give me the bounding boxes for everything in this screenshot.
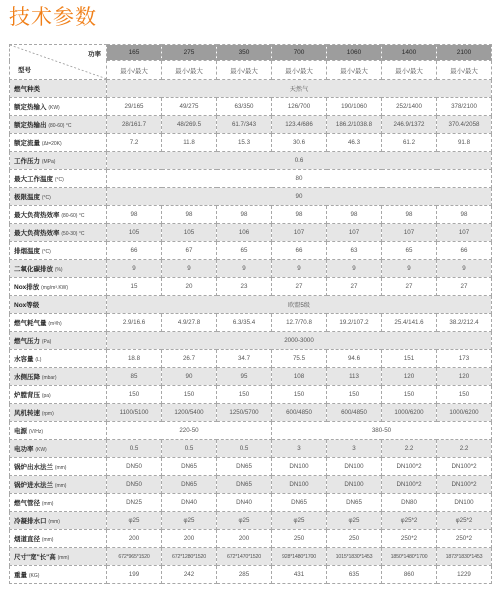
row-label (10, 566, 107, 584)
value-cell: 26.7 (162, 350, 217, 368)
model-header-row (10, 45, 492, 61)
row-label (10, 134, 107, 152)
spec-row (10, 440, 492, 458)
spec-row (10, 530, 492, 548)
value-cell: 1229 (437, 566, 492, 584)
value-cell: 9 (327, 260, 382, 278)
row-label (10, 242, 107, 260)
minmax-cell: 最小/最大 (437, 61, 492, 80)
spec-row (10, 476, 492, 494)
parameter-name: 燃气种类 (14, 86, 40, 93)
parameter-name: 二氧化碳排放 (14, 266, 53, 273)
value-cell: 98 (272, 206, 327, 224)
value-cell-merged: 90 (107, 188, 492, 206)
model-cell: 700 (272, 45, 327, 61)
parameter-name: 电功率 (14, 446, 34, 453)
value-cell: 25.4/141.6 (382, 314, 437, 332)
value-cell: 98 (327, 206, 382, 224)
value-cell: DN100*2 (437, 476, 492, 494)
parameter-name: 燃气压力 (14, 338, 40, 345)
value-cell: 27 (382, 278, 437, 296)
value-cell: 65 (217, 242, 272, 260)
value-cell: 107 (437, 224, 492, 242)
minmax-cell: 最小/最大 (107, 61, 162, 80)
value-cell: 18.8 (107, 350, 162, 368)
row-label (10, 440, 107, 458)
power-header-label: 功率 (88, 51, 101, 58)
value-cell: 1015*1830*1453 (327, 548, 382, 566)
value-cell: 9 (437, 260, 492, 278)
value-cell: 63 (327, 242, 382, 260)
value-cell-merged: 0.6 (107, 152, 492, 170)
value-cell: 85 (107, 368, 162, 386)
value-cell: 66 (272, 242, 327, 260)
value-cell: DN100*2 (437, 458, 492, 476)
value-cell: 27 (272, 278, 327, 296)
row-label (10, 332, 107, 350)
parameter-unit: (L) (35, 357, 42, 363)
parameter-unit: (80-60) °C (61, 213, 85, 219)
model-cell: 2100 (437, 45, 492, 61)
value-cell: 46.3 (327, 134, 382, 152)
parameter-unit: (V/Hz) (28, 429, 43, 435)
parameter-unit: (mm) (41, 501, 54, 507)
model-cell: 165 (107, 45, 162, 61)
value-cell-merged: 380-50 (272, 422, 492, 440)
spec-row (10, 566, 492, 584)
value-cell: 38.2/212.4 (437, 314, 492, 332)
value-cell: 29/165 (107, 98, 162, 116)
parameter-name: 最大负荷热效率 (14, 212, 60, 219)
value-cell: 250*2 (437, 530, 492, 548)
value-cell: DN100*2 (382, 476, 437, 494)
row-label (10, 458, 107, 476)
value-cell: 3 (272, 440, 327, 458)
row-label (10, 224, 107, 242)
row-label (10, 314, 107, 332)
value-cell: 150 (107, 386, 162, 404)
value-cell: φ25*2 (382, 512, 437, 530)
value-cell: 6.3/35.4 (217, 314, 272, 332)
parameter-unit: (80-60) °C (48, 123, 72, 129)
parameter-name: 额定热输入 (14, 104, 47, 111)
spec-row (10, 188, 492, 206)
value-cell: 9 (382, 260, 437, 278)
parameter-name: 水容量 (14, 356, 34, 363)
value-cell: 150 (327, 386, 382, 404)
parameter-name: 额定热输出 (14, 122, 47, 129)
parameter-name: Nox等级 (14, 302, 40, 309)
value-cell: 3 (327, 440, 382, 458)
value-cell: 123.4/686 (272, 116, 327, 134)
parameter-name: 排烟温度 (14, 248, 40, 255)
value-cell: 285 (217, 566, 272, 584)
value-cell: 61.7/343 (217, 116, 272, 134)
value-cell: 200 (217, 530, 272, 548)
value-cell: 150 (382, 386, 437, 404)
value-cell: 190/1060 (327, 98, 382, 116)
value-cell: 0.5 (107, 440, 162, 458)
spec-row (10, 80, 492, 98)
parameter-name: 重量 (14, 572, 27, 579)
row-label (10, 476, 107, 494)
model-cell: 1400 (382, 45, 437, 61)
value-cell: 9 (272, 260, 327, 278)
parameter-unit: (MPa) (41, 159, 56, 165)
row-label (10, 404, 107, 422)
value-cell: 928*1480*1700 (272, 548, 327, 566)
minmax-cell: 最小/最大 (382, 61, 437, 80)
spec-row (10, 152, 492, 170)
value-cell: 105 (107, 224, 162, 242)
value-cell: 672*1280*1520 (162, 548, 217, 566)
spec-row (10, 422, 492, 440)
value-cell: 7.2 (107, 134, 162, 152)
value-cell: 173 (437, 350, 492, 368)
spec-row (10, 224, 492, 242)
parameter-unit: (KW) (35, 447, 47, 453)
parameter-name: Nox排放 (14, 284, 40, 291)
parameter-name: 额定流量 (14, 140, 40, 147)
value-cell: 20 (162, 278, 217, 296)
row-label (10, 278, 107, 296)
value-cell: 66 (107, 242, 162, 260)
value-cell: 23 (217, 278, 272, 296)
model-cell: 275 (162, 45, 217, 61)
spec-row (10, 98, 492, 116)
value-cell: 98 (437, 206, 492, 224)
parameter-unit: (mm) (48, 519, 60, 525)
value-cell: 150 (217, 386, 272, 404)
value-cell: 34.7 (217, 350, 272, 368)
value-cell: 635 (327, 566, 382, 584)
value-cell: 107 (272, 224, 327, 242)
spec-row (10, 404, 492, 422)
value-cell: 108 (272, 368, 327, 386)
parameter-name: 锅炉进水法兰 (14, 482, 53, 489)
parameter-name: 电源 (14, 428, 27, 435)
value-cell: 90 (162, 368, 217, 386)
parameter-name: 极限温度 (14, 194, 40, 201)
parameter-name: 尺寸"宽"长"高 (14, 554, 56, 561)
spec-row (10, 350, 492, 368)
parameter-unit: (50-30) °C (61, 231, 85, 237)
value-cell: 61.2 (382, 134, 437, 152)
value-cell: 67 (162, 242, 217, 260)
parameter-name: 烟道直径 (14, 536, 40, 543)
row-label (10, 152, 107, 170)
value-cell: DN40 (217, 494, 272, 512)
row-label (10, 260, 107, 278)
value-cell: 672*1470*1520 (217, 548, 272, 566)
value-cell: 150 (162, 386, 217, 404)
value-cell: 11.8 (162, 134, 217, 152)
value-cell: φ25 (217, 512, 272, 530)
parameter-name: 水侧压降 (14, 374, 40, 381)
value-cell: 49/275 (162, 98, 217, 116)
value-cell: 150 (437, 386, 492, 404)
spec-row (10, 296, 492, 314)
parameter-unit: (°C) (54, 177, 64, 183)
value-cell: 19.2/107.2 (327, 314, 382, 332)
value-cell: DN65 (327, 494, 382, 512)
spec-row (10, 386, 492, 404)
value-cell: DN65 (217, 476, 272, 494)
spec-row (10, 512, 492, 530)
value-cell: 431 (272, 566, 327, 584)
model-cell: 1060 (327, 45, 382, 61)
value-cell: 48/269.5 (162, 116, 217, 134)
parameter-unit: (mm) (54, 465, 67, 471)
parameter-unit: (mm) (54, 483, 67, 489)
value-cell: 28/161.7 (107, 116, 162, 134)
row-label (10, 386, 107, 404)
value-cell: 150 (272, 386, 327, 404)
value-cell: DN100 (327, 476, 382, 494)
value-cell: 113 (327, 368, 382, 386)
parameter-unit: (°C) (41, 249, 51, 255)
value-cell: 94.6 (327, 350, 382, 368)
spec-row (10, 494, 492, 512)
parameter-unit: (Δt=20K) (41, 141, 62, 147)
row-label (10, 548, 107, 566)
value-cell: 370.4/2058 (437, 116, 492, 134)
parameter-unit: (mm) (57, 555, 70, 561)
value-cell: φ25 (272, 512, 327, 530)
value-cell: 1250/5700 (217, 404, 272, 422)
parameter-unit: (KG) (28, 573, 40, 579)
spec-row (10, 332, 492, 350)
value-cell: 246.9/1372 (382, 116, 437, 134)
row-label (10, 188, 107, 206)
row-label (10, 80, 107, 98)
value-cell-merged: 80 (107, 170, 492, 188)
row-label (10, 530, 107, 548)
row-label (10, 98, 107, 116)
header-corner-cell (10, 45, 107, 80)
value-cell: DN40 (162, 494, 217, 512)
spec-table-body (10, 80, 492, 584)
value-cell: 107 (382, 224, 437, 242)
value-cell: 1200/5400 (162, 404, 217, 422)
value-cell: 2.2 (382, 440, 437, 458)
value-cell: 600/4850 (327, 404, 382, 422)
value-cell: 106 (217, 224, 272, 242)
value-cell: 0.5 (217, 440, 272, 458)
value-cell: 1000/6200 (437, 404, 492, 422)
row-label (10, 494, 107, 512)
value-cell: 98 (382, 206, 437, 224)
value-cell: 672*965*1520 (107, 548, 162, 566)
value-cell: 27 (327, 278, 382, 296)
value-cell: 250*2 (382, 530, 437, 548)
value-cell-merged: 欧盟5级 (107, 296, 492, 314)
value-cell: 860 (382, 566, 437, 584)
spec-table (9, 44, 492, 584)
row-label (10, 350, 107, 368)
value-cell: 252/1400 (382, 98, 437, 116)
value-cell: 2.2 (437, 440, 492, 458)
value-cell: 91.8 (437, 134, 492, 152)
value-cell: 120 (382, 368, 437, 386)
value-cell-merged: 220-50 (107, 422, 272, 440)
value-cell: 9 (162, 260, 217, 278)
parameter-unit: (Pa) (41, 339, 52, 345)
value-cell: 151 (382, 350, 437, 368)
value-cell: DN65 (217, 458, 272, 476)
value-cell: 199 (107, 566, 162, 584)
value-cell: 186.2/1038.8 (327, 116, 382, 134)
value-cell: 378/2100 (437, 98, 492, 116)
value-cell: 98 (107, 206, 162, 224)
parameter-unit: (KW) (48, 105, 60, 111)
row-label (10, 296, 107, 314)
value-cell: 250 (272, 530, 327, 548)
parameter-name: 燃气耗气量 (14, 320, 47, 327)
minmax-cell: 最小/最大 (162, 61, 217, 80)
value-cell: 105 (162, 224, 217, 242)
value-cell: 65 (382, 242, 437, 260)
value-cell: 2.9/16.6 (107, 314, 162, 332)
value-cell: φ25 (327, 512, 382, 530)
value-cell: DN50 (107, 476, 162, 494)
value-cell: 600/4850 (272, 404, 327, 422)
value-cell: DN100 (272, 458, 327, 476)
spec-row (10, 134, 492, 152)
row-label (10, 512, 107, 530)
parameter-unit: (mg/m³.KW) (41, 285, 69, 291)
value-cell: 1000/6200 (382, 404, 437, 422)
value-cell: 12.7/70.8 (272, 314, 327, 332)
value-cell: DN100*2 (382, 458, 437, 476)
value-cell: 15.3 (217, 134, 272, 152)
value-cell: DN80 (382, 494, 437, 512)
spec-row (10, 116, 492, 134)
parameter-unit: (rpm) (41, 411, 54, 417)
parameter-unit: (m³/h) (48, 321, 62, 327)
minmax-cell: 最小/最大 (217, 61, 272, 80)
value-cell-merged: 天然气 (107, 80, 492, 98)
parameter-unit: (mm) (41, 537, 54, 543)
value-cell: DN100 (327, 458, 382, 476)
value-cell: DN100 (272, 476, 327, 494)
value-cell: φ25 (162, 512, 217, 530)
value-cell-merged: 2000-3000 (107, 332, 492, 350)
parameter-unit: (pa) (41, 393, 51, 399)
parameter-name: 最大工作温度 (14, 176, 53, 183)
value-cell: φ25*2 (437, 512, 492, 530)
spec-row (10, 242, 492, 260)
value-cell: 9 (107, 260, 162, 278)
model-cell: 350 (217, 45, 272, 61)
spec-row (10, 314, 492, 332)
value-cell: 98 (217, 206, 272, 224)
row-label (10, 170, 107, 188)
value-cell: 242 (162, 566, 217, 584)
value-cell: 27 (437, 278, 492, 296)
minmax-cell: 最小/最大 (272, 61, 327, 80)
spec-row (10, 206, 492, 224)
value-cell: DN25 (107, 494, 162, 512)
value-cell: 30.6 (272, 134, 327, 152)
value-cell: 1873*1830*1453 (437, 548, 492, 566)
value-cell: 4.9/27.8 (162, 314, 217, 332)
row-label (10, 206, 107, 224)
spec-row (10, 278, 492, 296)
value-cell: 126/700 (272, 98, 327, 116)
spec-row (10, 260, 492, 278)
value-cell: 200 (162, 530, 217, 548)
minmax-cell: 最小/最大 (327, 61, 382, 80)
parameter-name: 冷凝排水口 (14, 518, 47, 525)
spec-row (10, 368, 492, 386)
value-cell: 9 (217, 260, 272, 278)
value-cell: 0.5 (162, 440, 217, 458)
spec-row (10, 170, 492, 188)
value-cell: 120 (437, 368, 492, 386)
parameter-unit: (°C) (41, 195, 51, 201)
value-cell: 63/350 (217, 98, 272, 116)
parameter-unit: (%) (54, 267, 63, 273)
value-cell: 1100/5100 (107, 404, 162, 422)
value-cell: 250 (327, 530, 382, 548)
parameter-name: 锅炉出水法兰 (14, 464, 53, 471)
value-cell: 107 (327, 224, 382, 242)
value-cell: 95 (217, 368, 272, 386)
parameter-name: 炉膛背压 (14, 392, 40, 399)
parameter-name: 最大负荷热效率 (14, 230, 60, 237)
row-label (10, 116, 107, 134)
value-cell: 66 (437, 242, 492, 260)
parameter-name: 燃气管径 (14, 500, 40, 507)
value-cell: DN65 (162, 476, 217, 494)
value-cell: DN50 (107, 458, 162, 476)
value-cell: φ25 (107, 512, 162, 530)
model-header-label: 型号 (18, 67, 31, 74)
value-cell: 98 (162, 206, 217, 224)
value-cell: DN100 (437, 494, 492, 512)
value-cell: 200 (107, 530, 162, 548)
value-cell: DN65 (162, 458, 217, 476)
row-label (10, 368, 107, 386)
parameter-name: 风机转速 (14, 410, 40, 417)
page-title: 技术参数 (9, 6, 97, 29)
value-cell: 1850*1480*1700 (382, 548, 437, 566)
spec-row (10, 458, 492, 476)
spec-row (10, 548, 492, 566)
parameter-unit: (mbar) (41, 375, 57, 381)
parameter-name: 工作压力 (14, 158, 40, 165)
value-cell: DN65 (272, 494, 327, 512)
value-cell: 15 (107, 278, 162, 296)
row-label (10, 422, 107, 440)
value-cell: 75.5 (272, 350, 327, 368)
